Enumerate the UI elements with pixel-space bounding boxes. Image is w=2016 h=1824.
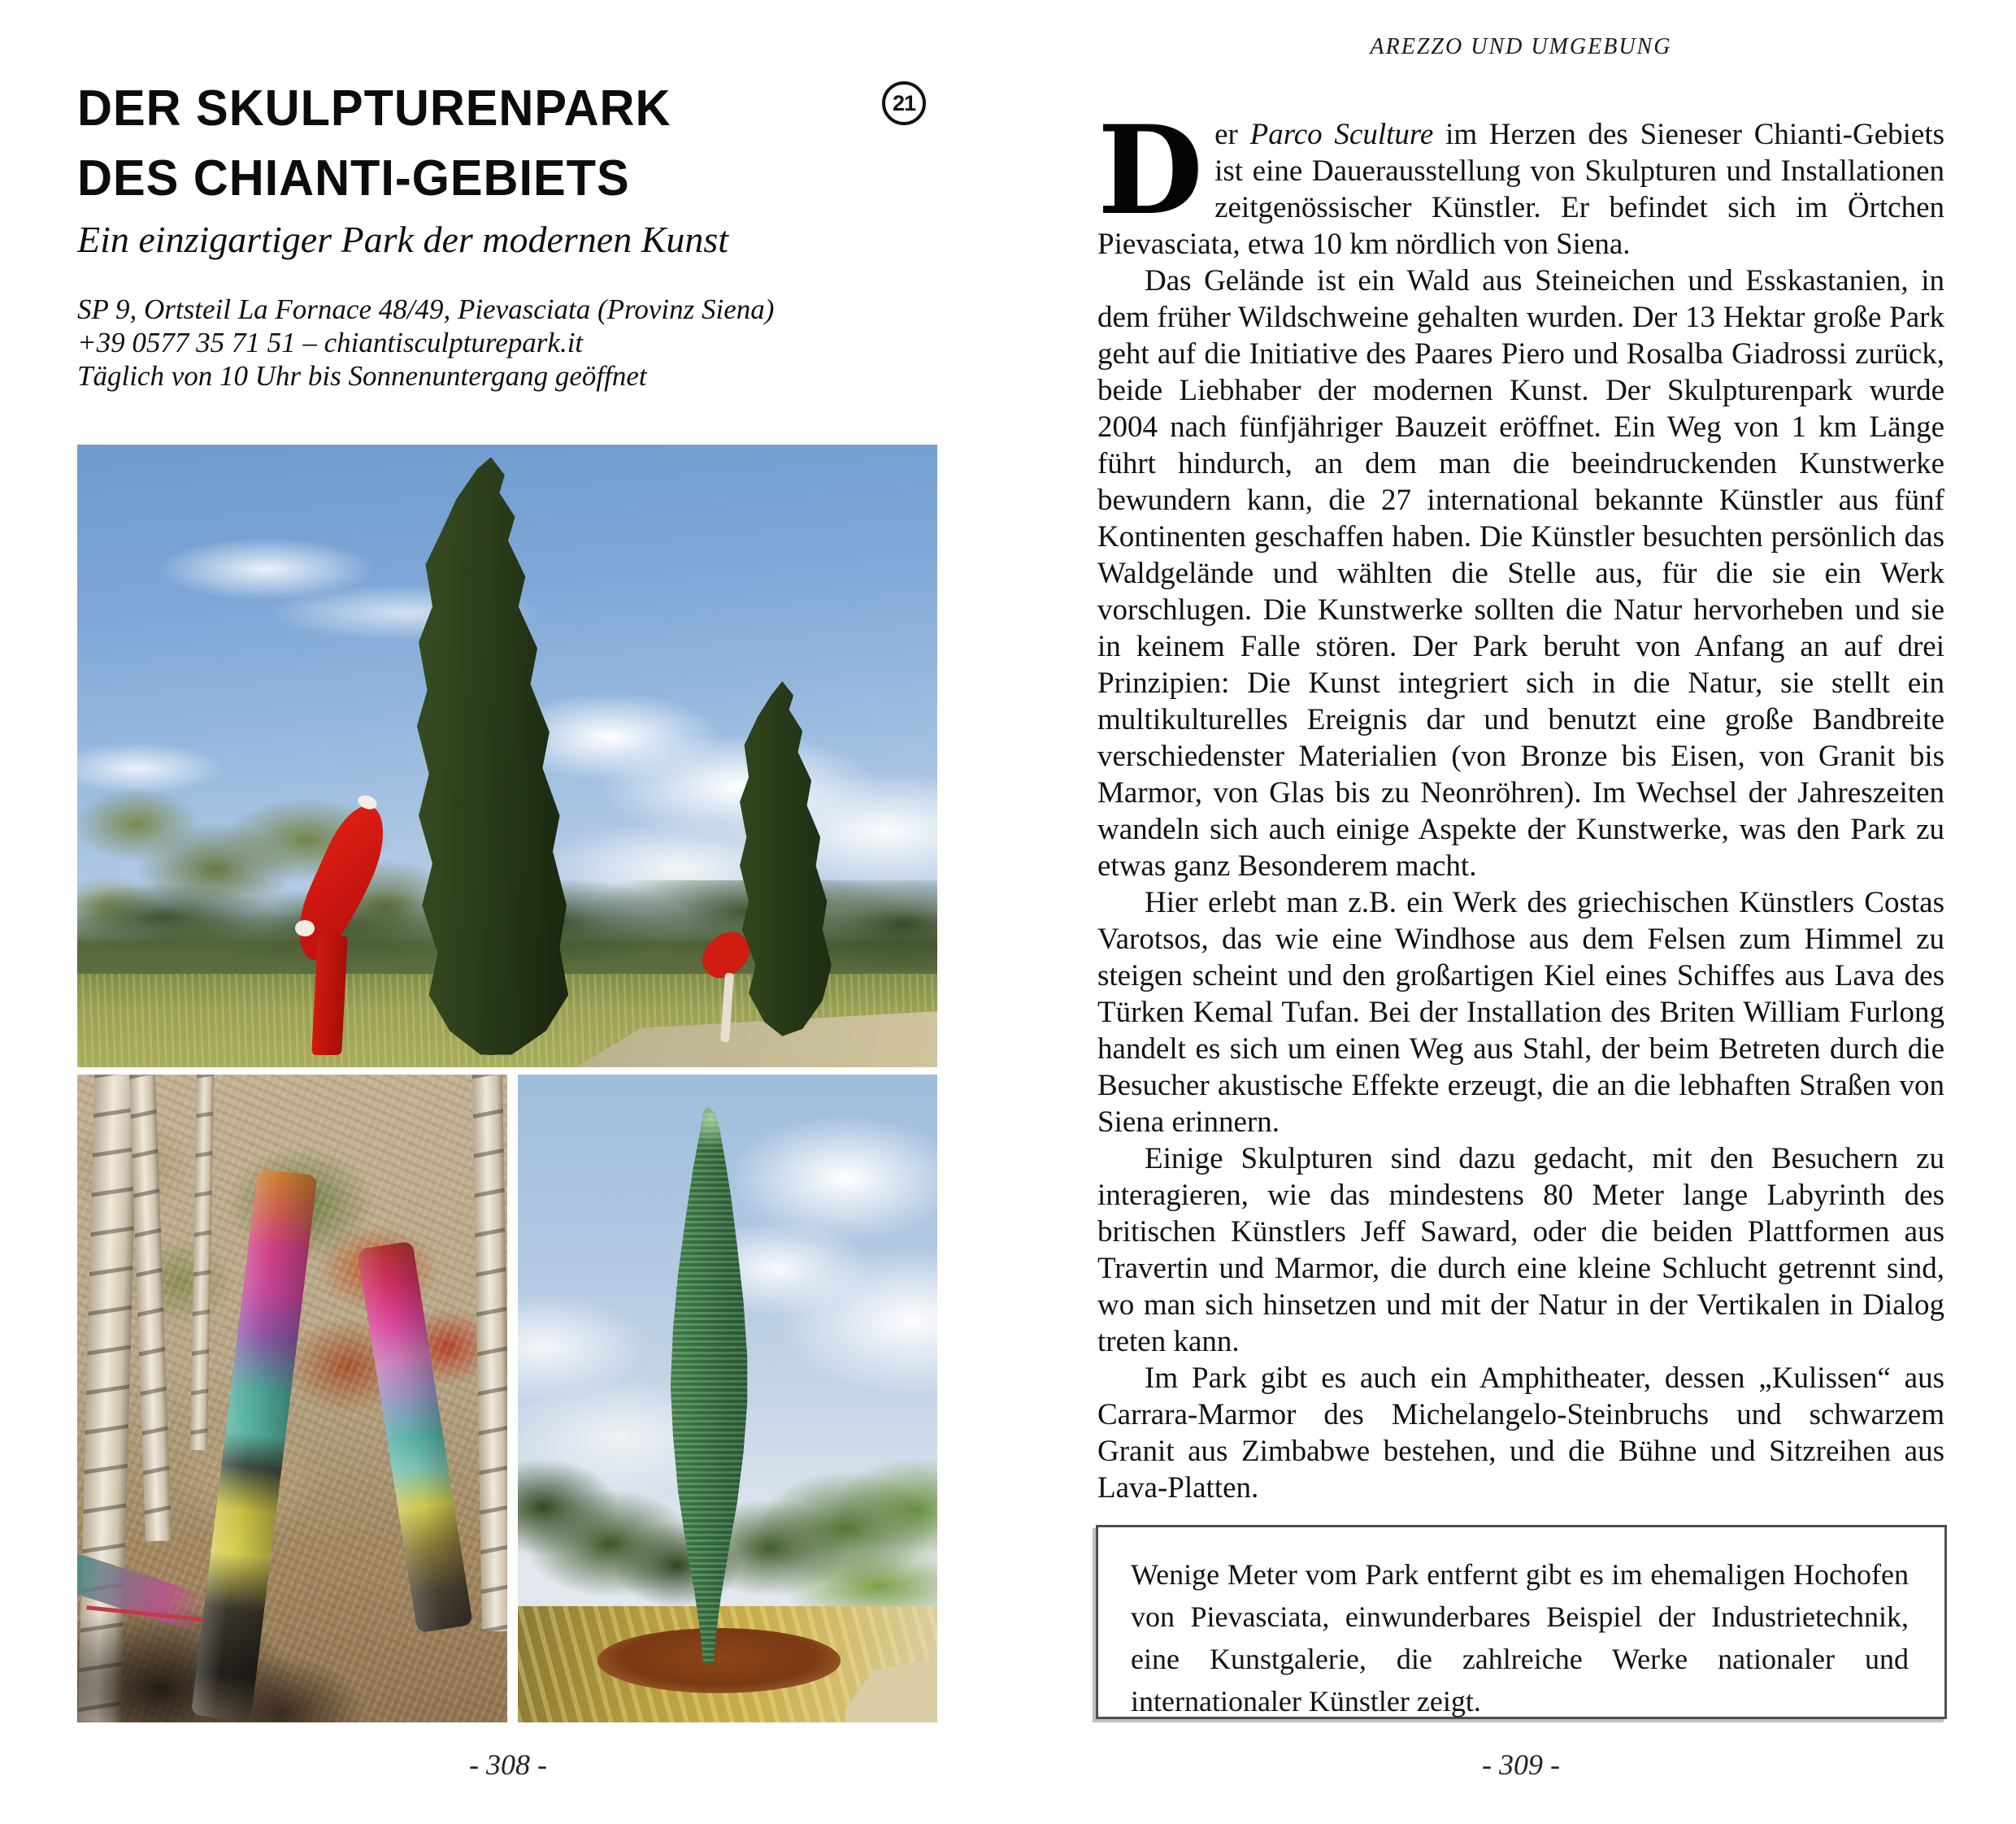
mulch-mound (597, 1628, 841, 1693)
address-street: SP 9, Ortsteil La Fornace 48/49, Pievasciata (Provinz Siena) (77, 293, 775, 325)
page-number-308: - 308 - (469, 1748, 547, 1781)
paragraph-3: Hier erlebt man z.B. ein Werk des griechischen Künstlers Costas Varotsos, das wie eine Windhose aus dem Felsen zum Himmel zu steigen scheint und den großartigen Kiel eines Schiffes aus Lava des Türken Kemal Tufan. Bei der Installation des Briten William Furlong handelt es sich um einen Weg aus Stahl, der beim Betreten durch die Besucher akustische Effekte erzeugt, die an die lebhaften Straßen von Siena erinnern. (1097, 886, 1944, 1139)
address-phone-website: +39 0577 35 71 51 – chiantisculpturepark.it (77, 327, 584, 358)
paragraph-4: Einige Skulpturen sind dazu gedacht, mit den Besuchern zu interagieren, wie das mindestens 80 Meter lange Labyrinth des britischen Künstlers Jeff Saward, oder die beiden Plattformen aus Travertin und Marmor, die durch eine kleine Schlucht getrennt sind, wo man sich hinsetzen und mit der Natur in der Vertikalen in Dialog treten kann. (1097, 1142, 1944, 1358)
page-title-line-1: DER SKULPTURENPARK (77, 80, 671, 137)
photo-painted-birch-trunks (77, 1075, 507, 1722)
photo-cypresses-red-sculpture (77, 445, 937, 1067)
address-opening-hours: Täglich von 10 Uhr bis Sonnenuntergang geöffnet (77, 360, 647, 392)
body-text-column (1097, 99, 1944, 1506)
paragraph-1 (1097, 99, 1944, 263)
page-number-309: - 309 - (1482, 1748, 1560, 1781)
paragraph-1-lead: er (1214, 118, 1250, 151)
page-title-line-2: DES CHIANTI-GEBIETS (77, 150, 630, 206)
paragraph-2: Das Gelände ist ein Wald aus Steineichen und Esskastanien, in dem früher Wildschweine gehalten wurden. Der 13 Hektar große Park geht auf die Initiative des Paares Piero und Rosalba Giadrossi zurück, beide Liebhaber der modernen Kunst. Der Skulpturenpark wurde 2004 nach fünfjähriger Bauzeit eröffnet. Ein Weg von 1 km Länge führt hindurch, an dem man die beeindruckenden Kunstwerke bewundern kann, die 27 international bekannte Künstler aus fünf Kontinenten geschaffen haben. Die Künstler besuchten persönlich das Waldgelände und wählten die Stelle aus, für die sie ein Werk vorschlugen. Die Kunstwerke sollten die Natur hervorheben und sie in keinem Falle stören. Der Park beruht von Anfang an auf drei Prinzipien: Die Kunst integriert sich in die Natur, sie stellt ein multikulturelles Ereignis dar und benutzt eine große Bandbreite verschiedenster Materialien (von Bronze bis Eisen, von Granit bis Marmor, von Glas bis zu Neonröhren). Im Wechsel der Jahreszeiten wandeln sich auch einige Aspekte der Kunstwerke, was den Park zu etwas ganz Besonderem macht. (1097, 264, 1944, 883)
item-number-badge: 21 (882, 81, 926, 125)
running-header: AREZZO UND UMGEBUNG (1370, 34, 1672, 59)
info-box: Wenige Meter vom Park entfernt gibt es im ehemaligen Hochofen von Pievasciata, einwunderbares Beispiel der Industrietechnik, eine Kunstgalerie, die zahlreiche Werke nationaler und internationaler Künstler zeigt. (1096, 1525, 1947, 1719)
paragraph-5: Im Park gibt es auch ein Amphitheater, dessen „Kulissen“ aus Carrara-Marmor des Michelangelo-Steinbruchs und schwarzem Granit aus Zimbabwe bestehen, und die Bühne und Sitzreihen aus Lava-Platten. (1097, 1361, 1944, 1505)
small-figure-legs (720, 973, 734, 1043)
red-suit-sculpture (288, 806, 408, 1054)
red-figure-legs (311, 936, 348, 1055)
subtitle: Ein einzigartiger Park der modernen Kunst (77, 219, 729, 260)
paragraph-1-rest: im Herzen des Sieneser Chianti-Gebiets ist eine Dauerausstellung von Skulpturen und Installationen zeitgenössischer Künstler. Er befindet sich im Örtchen Pievasciata, etwa 10 km nördlich von Siena. (1097, 118, 1944, 261)
address-block (77, 293, 774, 393)
drop-cap: D (1097, 99, 1204, 242)
photo-green-spindle-sculpture (518, 1075, 937, 1722)
paragraph-1-italic-park-name: Parco Sculture (1249, 118, 1434, 151)
